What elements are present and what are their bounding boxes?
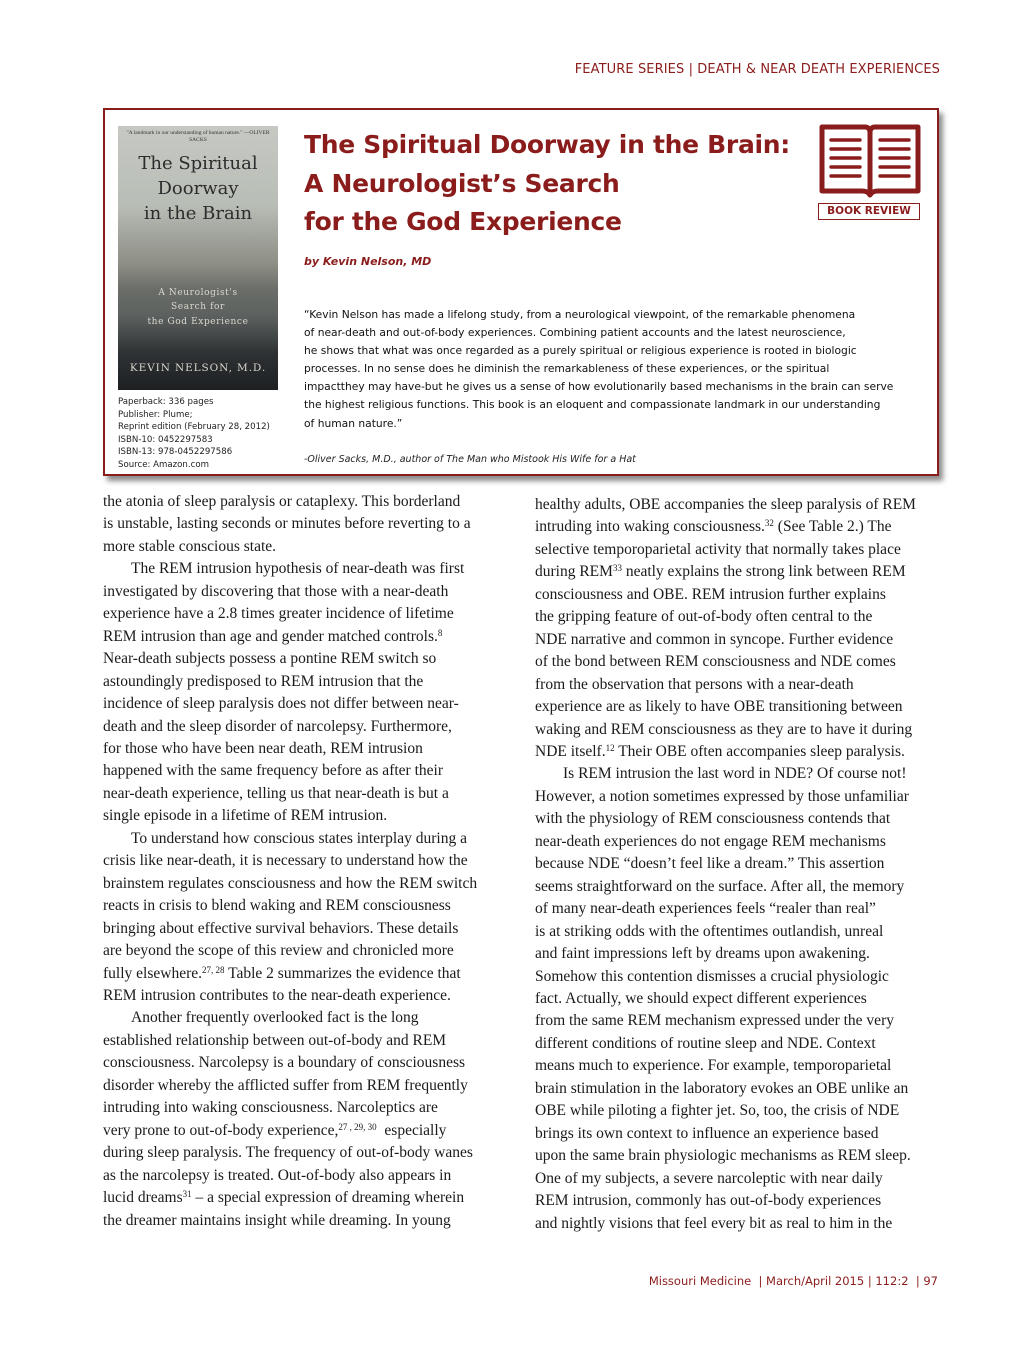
text-line: the atonia of sleep paralysis or cataplexy. This borderland <box>103 493 461 510</box>
text-line: happened with the same frequency before as after their <box>103 762 443 780</box>
blurb-line: of human nature.” <box>304 416 403 430</box>
book-details <box>118 396 270 472</box>
cover-subtitle: A Neurologist's Search for the God Experience <box>147 288 249 327</box>
text-line: lucid dreams$^{31}$ – a special expression of dreaming wherein <box>103 1189 465 1207</box>
text-line: more stable conscious state. <box>103 537 277 555</box>
book-detail: Reprint edition (February 28, 2012) <box>118 422 270 433</box>
text-line: because NDE “doesn’t feel like a dream.” This assertion <box>535 855 885 873</box>
cover-title: The Spiritual Doorway in the Brain <box>138 153 258 224</box>
text-line: from the observation that persons with a near-death <box>535 675 854 693</box>
book-detail: Publisher: Plume; <box>118 409 193 420</box>
text-line: the dreamer maintains insight while dreaming. In young <box>103 1211 451 1229</box>
citation: 32 <box>764 518 774 529</box>
text-line: disorder whereby the afflicted suffer from REM frequently <box>103 1076 468 1094</box>
text-line: and faint impressions left by dreams upon awakening. <box>535 945 870 963</box>
blurb-line: of near-death and out-of-body experiences. Combining patient accounts and the latest neuroscience, <box>304 326 846 340</box>
text-line: Somehow this contention dismisses a crucial physiologic <box>535 967 889 985</box>
blurb-line: impactthey may have-but he gives us a sense of how evolutionarily based mechanisms in the brain can serve <box>304 380 894 394</box>
text-line: intruding into waking consciousness.$^{32}$ (See Table 2.) The <box>535 518 892 536</box>
review-byline: by Kevin Nelson, MD <box>304 255 432 268</box>
text-line: incidence of sleep paralysis does not differ between near- <box>103 695 459 713</box>
text-line: astoundingly predisposed to REM intrusion that the <box>103 672 424 690</box>
text-line: Another frequently overlooked fact is the long <box>131 1009 419 1027</box>
text-line: experience have a 2.8 times greater incidence of lifetime <box>103 605 454 623</box>
text-line: Near-death subjects possess a pontine REM switch so <box>103 650 437 668</box>
article-column-left <box>103 491 508 1232</box>
book-review-label: BOOK REVIEW <box>818 203 920 220</box>
book-detail: ISBN-10: 0452297583 <box>118 434 213 445</box>
text-line: fully elsewhere.$^{27, 28}$ Table 2 summarizes the evidence that <box>103 964 461 982</box>
text-line: near-death experiences do not engage REM mechanisms <box>535 832 886 850</box>
text-line: is unstable, lasting seconds or minutes before reverting to a <box>103 515 471 533</box>
cover-author: KEVIN NELSON, M.D. <box>129 362 267 374</box>
blurb-line: “Kevin Nelson has made a lifelong study, from a neurological viewpoint, of the remarkable phenomena <box>304 308 856 321</box>
book-review-box <box>103 108 939 476</box>
review-attribution: -Oliver Sacks, M.D., author of The Man who Mistook His Wife for a Hat <box>304 454 636 465</box>
text-line: investigated by discovering that those with a near-death <box>103 582 449 600</box>
text-line: for those who have been near death, REM intrusion <box>103 739 423 757</box>
text-line: consciousness. Narcolepsy is a boundary of consciousness <box>103 1054 466 1072</box>
feature-series-header: FEATURE SERIES | DEATH & NEAR DEATH EXPERIENCES <box>574 62 940 77</box>
text-line: are beyond the scope of this review and chronicled more <box>103 942 454 960</box>
text-line: of many near-death experiences feels “realer than real” <box>535 900 876 918</box>
text-line: from the same REM mechanism expressed under the very <box>535 1012 894 1030</box>
article-column-right <box>535 494 945 1235</box>
text-line: during sleep paralysis. The frequency of out-of-body wanes <box>103 1144 473 1162</box>
text-line: crisis like near-death, it is necessary to understand how the <box>103 852 468 870</box>
text-line: established relationship between out-of-body and REM <box>103 1031 447 1049</box>
text-line: is at striking odds with the oftentimes outlandish, unreal <box>535 922 884 940</box>
citation: 31 <box>182 1189 192 1200</box>
cover-quote: "A landmark in our understanding of human nature." —OLIVER SACKS <box>126 130 270 143</box>
text-line: near-death experience, telling us that near-death is but a <box>103 784 449 802</box>
citation: 33 <box>612 563 622 574</box>
text-line: REM intrusion, commonly has out-of-body experiences <box>535 1192 882 1210</box>
page-footer: Missouri Medicine | March/April 2015 | 112:2 | 97 <box>648 1274 938 1288</box>
review-blurb <box>304 306 924 433</box>
text-line: the gripping feature of out-of-body often central to the <box>535 608 873 626</box>
text-line: brain stimulation in the laboratory evokes an OBE unlike an <box>535 1079 909 1097</box>
citation: 8 <box>437 627 443 638</box>
text-line: brainstem regulates consciousness and how the REM switch <box>103 874 478 892</box>
review-title: The Spiritual Doorway in the Brain: A Neurologist’s Search for the God Experience <box>304 130 790 236</box>
text-line: NDE narrative and common in syncope. Further evidence <box>535 630 894 648</box>
text-line: selective temporoparietal activity that normally takes place <box>535 540 901 558</box>
text-line: waking and REM consciousness as they are to have it during <box>535 720 913 738</box>
text-line: seems straightforward on the surface. After all, the memory <box>535 877 905 895</box>
text-line: upon the same brain physiologic mechanisms as REM sleep. <box>535 1147 911 1165</box>
text-line: However, a notion sometimes expressed by those unfamiliar <box>535 787 909 805</box>
text-line: and nightly visions that feel every bit as real to him in the <box>535 1214 893 1232</box>
text-line: very prone to out-of-body experience,$^{27 , 29, 30}$ especially <box>103 1121 447 1139</box>
text-line: intruding into waking consciousness. Narcoleptics are <box>103 1099 438 1117</box>
text-line: means much to experience. For example, temporoparietal <box>535 1057 892 1075</box>
book-cover-image <box>118 126 278 390</box>
text-line: To understand how conscious states interplay during a <box>131 829 467 847</box>
text-line: of the bond between REM consciousness and NDE comes <box>535 653 896 671</box>
blurb-line: he shows that what was once regarded as a purely spiritual or religious experience is rooted in biologic <box>304 344 857 358</box>
citation: 12 <box>605 742 615 753</box>
text-line: single episode in a lifetime of REM intrusion. <box>103 807 388 825</box>
open-book-icon <box>818 123 922 201</box>
text-line: reacts in crisis to blend waking and REM consciousness <box>103 897 451 915</box>
book-review-badge <box>818 123 922 220</box>
text-line: NDE itself.$^{12}$ Their OBE often accompanies sleep paralysis. <box>535 742 905 760</box>
text-line: healthy adults, OBE accompanies the sleep paralysis of REM <box>535 496 916 513</box>
book-detail: Source: Amazon.com <box>118 459 209 470</box>
text-line: during REM$^{33}$ neatly explains the strong link between REM <box>535 563 906 581</box>
citation: 27 , 29, 30 <box>338 1121 377 1132</box>
text-line: REM intrusion contributes to the near-death experience. <box>103 986 451 1004</box>
text-line: The REM intrusion hypothesis of near-death was first <box>131 560 465 578</box>
text-line: with the physiology of REM consciousness contends that <box>535 810 891 828</box>
text-line: consciousness and OBE. REM intrusion further explains <box>535 585 886 603</box>
blurb-line: processes. In no sense does he diminish the remarkableness of these experiences, or the spiritual <box>304 362 830 376</box>
text-line: death and the sleep disorder of narcolepsy. Furthermore, <box>103 717 452 735</box>
text-line: REM intrusion than age and gender matched controls.$^8$ <box>103 627 443 645</box>
text-line: fact. Actually, we should expect different experiences <box>535 989 867 1007</box>
text-line: different conditions of routine sleep and NDE. Context <box>535 1034 876 1052</box>
text-line: as the narcolepsy is treated. Out-of-body also appears in <box>103 1166 452 1184</box>
citation: 27, 28 <box>202 964 225 975</box>
text-line: OBE while piloting a fighter jet. So, too, the crisis of NDE <box>535 1102 900 1120</box>
text-line: brings its own context to influence an experience based <box>535 1124 879 1142</box>
text-line: One of my subjects, a severe narcoleptic with near daily <box>535 1169 883 1187</box>
text-line: Is REM intrusion the last word in NDE? Of course not! <box>563 765 907 783</box>
text-line: experience are as likely to have OBE transitioning between <box>535 698 903 716</box>
blurb-line: the highest religious functions. This book is an eloquent and compassionate landmark in our understanding <box>304 398 881 412</box>
book-detail: ISBN-13: 978-0452297586 <box>118 447 233 458</box>
book-detail: Paperback: 336 pages <box>118 397 214 407</box>
text-line: bringing about effective survival behaviors. These details <box>103 919 459 937</box>
